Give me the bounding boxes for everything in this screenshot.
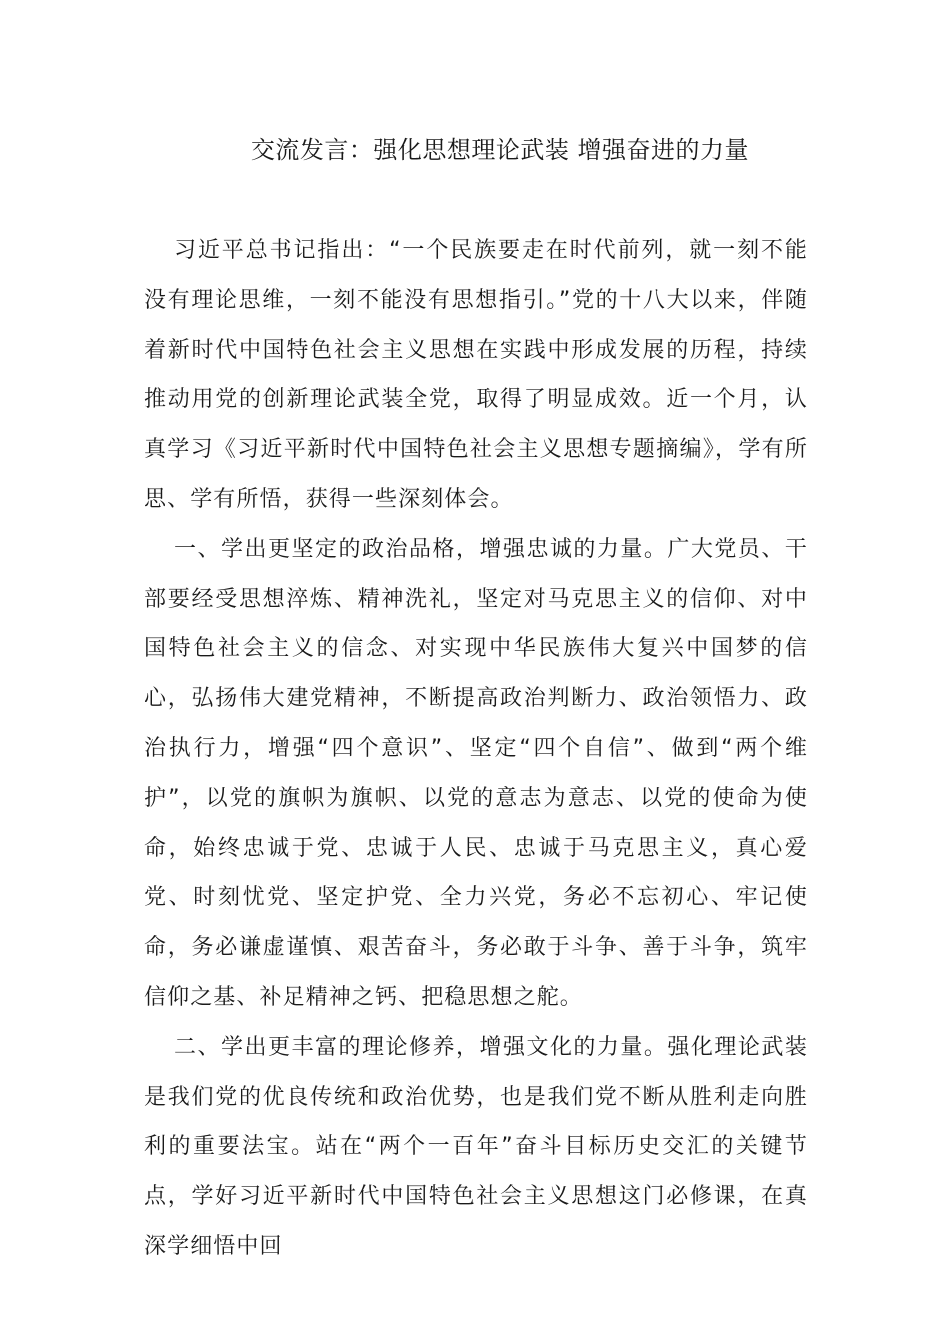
paragraph-intro: 习近平总书记指出：“一个民族要走在时代前列，就一刻不能没有理论思维，一刻不能没有思想指引。”党的十八大以来，伴随着新时代中国特色社会主义思想在实践中形成发展的历程，持续推动用党的创新理论武装全党，取得了明显成效。近一个月，认真学习《习近平新时代中国特色社会主义思想专题摘编》，学有所思、学有所悟，获得一些深刻体会。 [144, 238, 808, 512]
paragraph-section-two: 二、学出更丰富的理论修养，增强文化的力量。强化理论武装是我们党的优良传统和政治优势，也是我们党不断从胜利走向胜利的重要法宝。站在“两个一百年”奋斗目标历史交汇的关键节点，学好习近平新时代中国特色社会主义思想这门必修课，在真深学细悟中回 [144, 1034, 808, 1259]
document-body [144, 226, 808, 1272]
document-title: 交流发言：强化思想理论武装 增强奋进的力量 [250, 136, 750, 164]
paragraph-section-one: 一、学出更坚定的政治品格，增强忠诚的力量。广大党员、干部要经受思想淬炼、精神洗礼，坚定对马克思主义的信仰、对中国特色社会主义的信念、对实现中华民族伟大复兴中国梦的信心，弘扬伟大建党精神，不断提高政治判断力、政治领悟力、政治执行力，增强“四个意识”、坚定“四个自信”、做到“两个维护”，以党的旗帜为旗帜、以党的意志为意志、以党的使命为使命，始终忠诚于党、忠诚于人民、忠诚于马克思主义，真心爱党、时刻忧党、坚定护党、全力兴党，务必不忘初心、牢记使命，务必谦虚谨慎、艰苦奋斗，务必敢于斗争、善于斗争，筑牢信仰之基、补足精神之钙、把稳思想之舵。 [144, 536, 808, 1010]
